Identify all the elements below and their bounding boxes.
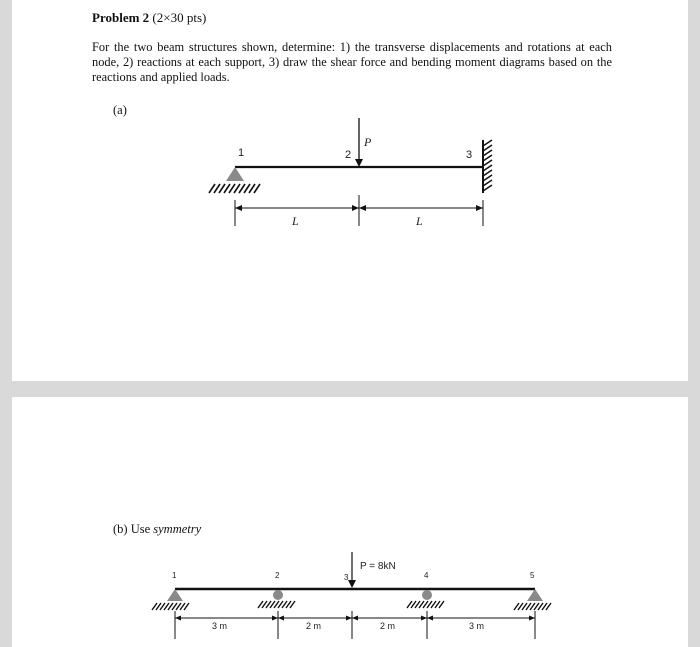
fixed-wall-icon [483,140,492,193]
span-label: 3 m [469,621,485,631]
figure-a-label: (a) [113,103,127,117]
roller-support-icon [407,590,444,608]
figure-b-beam-diagram [12,397,688,647]
problem-page-2 [12,397,688,647]
node-label: 2 [275,571,280,580]
span-label: 3 m [212,621,228,631]
pin-support-icon [514,589,551,610]
load-label: P = 8kN [360,561,396,572]
load-label: P [364,135,372,149]
problem-page-1 [12,0,688,381]
node-label: 3 [344,573,349,582]
node-label: 5 [530,571,535,580]
problem-title: Problem 2 (2×30 pts) [92,10,207,25]
node-label: 3 [466,149,473,161]
span-label: 2 m [380,621,396,631]
roller-support-icon [258,590,295,608]
problem-statement: For the two beam structures shown, determine: 1) the transverse displacements and rotations at each node, 2) reactions at each support, 3) draw the shear force and bending moment diagrams based on the reactions and applied loads. [92,40,612,84]
span-label: L [416,214,423,228]
figure-b-label: (b) Use symmetry [113,522,202,536]
node-label: 1 [172,571,177,580]
load-arrow-icon [355,118,363,167]
load-arrow-icon [348,552,356,588]
figure-a-beam-diagram [12,0,688,381]
pin-support-icon [152,589,189,610]
node-label: 4 [424,571,429,580]
dimension-lines [235,195,483,226]
pin-support-icon [209,167,260,193]
node-label: 2 [345,149,352,161]
node-label: 1 [238,147,245,159]
span-label: 2 m [306,621,322,631]
span-label: L [292,214,299,228]
